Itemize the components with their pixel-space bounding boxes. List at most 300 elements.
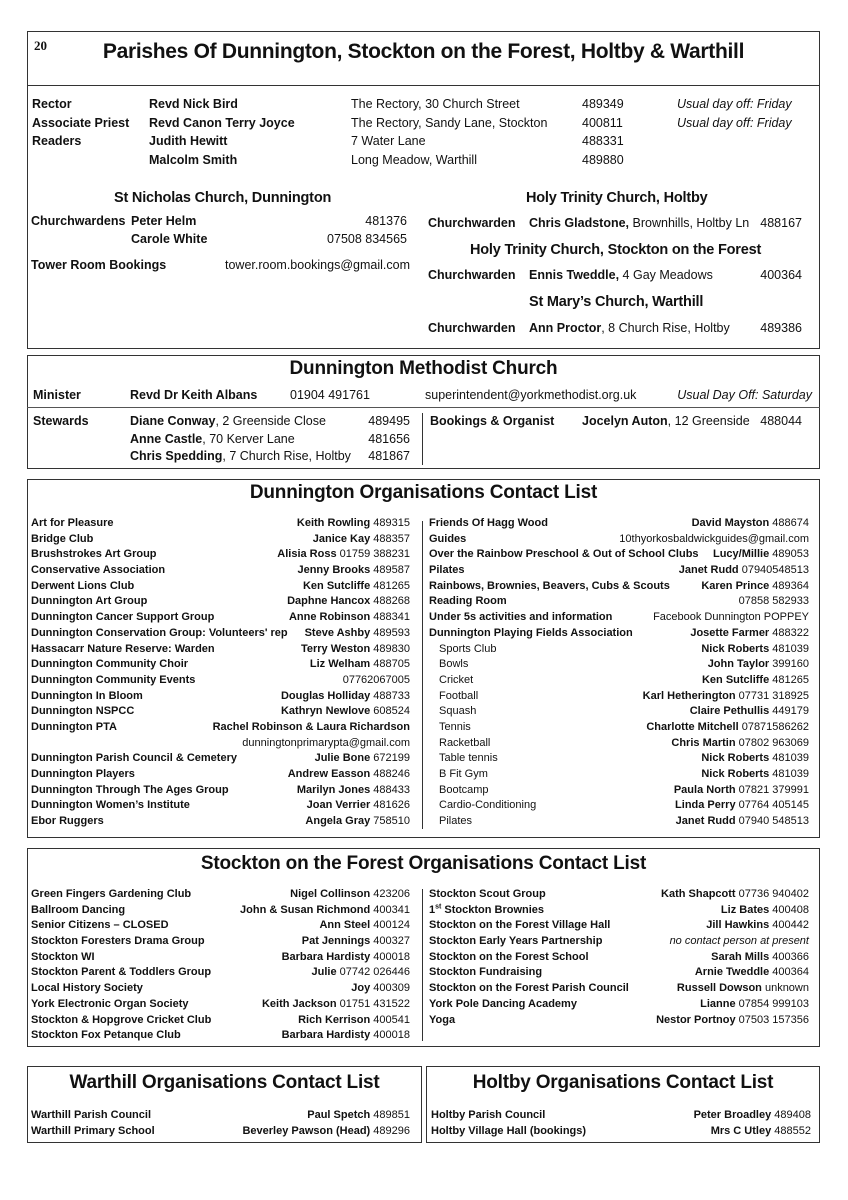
contact-phone: 489851: [373, 1109, 410, 1121]
org-name: Stockton WI: [31, 950, 95, 963]
contact-name: Lucy/Millie: [712, 548, 770, 561]
contact: [240, 903, 410, 919]
contact-name: Jill Hawkins: [706, 919, 770, 932]
warden-name: Peter Helm: [131, 214, 197, 228]
list-item: [429, 918, 809, 934]
divider: [422, 413, 423, 465]
contact-phone[interactable]: dunningtonprimarypta@gmail.com: [242, 736, 410, 749]
contact-phone: 07762067005: [342, 673, 410, 686]
contact-name: Jenny Brooks: [297, 564, 371, 577]
steward-phone: 489495: [368, 414, 410, 428]
contact-name: Steve Ashby: [304, 626, 371, 639]
contact-phone: 423206: [373, 888, 410, 900]
list-item: [429, 798, 809, 814]
clergy-role: Rector: [32, 97, 72, 111]
list-item: [429, 1013, 809, 1029]
warden-phone: 481376: [365, 214, 407, 228]
contact-phone: 481265: [373, 579, 410, 592]
list-item: [31, 689, 410, 705]
steward-address: , 70 Kerver Lane: [202, 431, 295, 446]
contact: [711, 950, 809, 966]
org-name: Dunnington Community Choir: [31, 658, 189, 671]
contact-note: no contact person at present: [669, 935, 809, 948]
contact-phone: 489296: [373, 1124, 410, 1137]
org-name: Dunnington Parish Council & Cemetery: [31, 752, 237, 765]
steward-contact: [130, 432, 295, 446]
clergy-role: Associate Priest: [32, 115, 130, 130]
contact-name: Beverley Pawson (Head): [242, 1124, 371, 1137]
contact-phone: 01759 388231: [339, 548, 410, 561]
org-name: Stockton on the Forest Village Hall: [429, 919, 611, 932]
holtby-orgs-list: [431, 1108, 811, 1139]
org-name: Dunnington NSPCC: [31, 705, 135, 718]
steward-name: Chris Spedding: [130, 449, 223, 463]
contact-phone: 399160: [772, 658, 809, 671]
divider: [27, 407, 820, 408]
contact: [307, 798, 410, 814]
contact-phone: 400541: [373, 1013, 410, 1026]
contact: [713, 547, 809, 563]
list-item: [431, 1124, 811, 1140]
steward-contact: [130, 414, 326, 428]
contact: [312, 965, 411, 981]
org-name: Tennis: [439, 720, 471, 733]
org-name: Dunnington Cancer Support Group: [31, 611, 215, 624]
org-name: Guides: [429, 532, 467, 545]
contact: [343, 673, 410, 689]
contact-phone: 07731 318925: [738, 689, 809, 702]
list-item: [31, 1028, 410, 1044]
contact-name: Ann Steel: [319, 919, 371, 932]
contact: [671, 736, 809, 752]
contact-phone: 758510: [373, 815, 410, 828]
org-name: Dunnington Community Events: [31, 673, 196, 686]
contact-name: Anne Robinson: [288, 611, 371, 624]
contact-phone: 488552: [774, 1124, 811, 1137]
org-name: Pilates: [429, 564, 465, 577]
list-item: [429, 903, 809, 919]
bookings-phone: 488044: [760, 414, 802, 428]
contact-name: Barbara Hardisty: [281, 1029, 371, 1042]
list-item: [429, 594, 809, 610]
contact-name: David Mayston: [691, 517, 770, 529]
list-item: [31, 657, 410, 673]
contact-name: Kath Shapcott: [661, 888, 736, 900]
org-name: Under 5s activities and information: [429, 611, 613, 624]
stockton-church-warden: [529, 268, 713, 282]
contact-name: Keith Rowling: [296, 517, 371, 529]
org-prefix: 1: [429, 903, 436, 916]
contact-phone: 488268: [373, 595, 410, 608]
org-name: York Electronic Organ Society: [31, 997, 189, 1010]
org-suffix: st: [435, 903, 442, 911]
org-name: Art for Pleasure: [31, 517, 114, 529]
contact: [739, 594, 809, 610]
list-item: [31, 798, 410, 814]
contact-name: Paul Spetch: [307, 1109, 371, 1121]
contact: [319, 918, 410, 934]
holtby-church-heading: Holy Trinity Church, Holtby: [526, 190, 708, 206]
dunnington-orgs-heading: Dunnington Organisations Contact List: [249, 482, 598, 503]
contact: [701, 751, 809, 767]
clergy-note: Usual day off: Friday: [677, 97, 792, 111]
list-item: [429, 783, 809, 799]
contact-name: John & Susan Richmond: [240, 903, 371, 916]
contact-name: Keith Jackson: [261, 997, 337, 1010]
list-item: [429, 814, 809, 830]
contact-phone: 489053: [772, 548, 809, 561]
contact-name: Karl Hetherington: [642, 689, 736, 702]
list-item: [31, 918, 410, 934]
list-item: [429, 751, 809, 767]
contact-phone: 489587: [373, 564, 410, 577]
contact: [674, 783, 809, 799]
contact-name: Ken Sutcliffe: [302, 579, 371, 592]
contact-phone: 07821 379991: [738, 783, 809, 796]
contact: [670, 934, 809, 950]
org-name: Stockton Fundraising: [429, 966, 543, 979]
contact: [307, 1108, 410, 1124]
clergy-name: Revd Canon Terry Joyce: [149, 115, 295, 130]
clergy-name: Judith Hewitt: [149, 134, 228, 149]
clergy-phone: 400811: [582, 115, 623, 130]
clergy-note: Usual day off: Friday: [677, 115, 792, 130]
contact-name: Nick Roberts: [701, 768, 770, 780]
org-name: [429, 903, 544, 919]
contact: [690, 704, 809, 720]
stockton-orgs-left: [31, 887, 410, 1044]
contact: [262, 997, 410, 1013]
contact-name: Kathryn Newlove: [280, 705, 371, 718]
contact: [301, 642, 410, 658]
contact: [303, 579, 410, 595]
org-name: Ebor Ruggers: [31, 815, 104, 828]
column-divider: [422, 889, 423, 1041]
org-name: Bridge Club: [31, 532, 94, 545]
contact-name: Charlotte Mitchell: [646, 720, 739, 733]
contact-name: Nestor Portnoy: [656, 1013, 736, 1026]
contact: [695, 965, 809, 981]
clergy-address: Long Meadow, Warthill: [351, 152, 477, 167]
org-name: Warthill Primary School: [31, 1124, 155, 1137]
contact-phone: 07940 548513: [738, 815, 809, 828]
contact-phone: 481626: [373, 799, 410, 812]
dunnington-orgs-left: [31, 516, 410, 830]
contact-name: Paula North: [673, 783, 736, 796]
clergy-name: Revd Nick Bird: [149, 97, 238, 111]
contact: [646, 720, 809, 736]
contact-phone: 400018: [373, 1029, 410, 1042]
org-name: Bowls: [439, 658, 469, 671]
contact-name: Barbara Hardisty: [281, 950, 371, 963]
stockton-church-role: Churchwarden: [428, 268, 516, 282]
minister-phone: 01904 491761: [290, 388, 370, 402]
list-item: [31, 1013, 410, 1029]
contact: [619, 532, 809, 548]
org-name: York Pole Dancing Academy: [429, 997, 577, 1010]
contact: [288, 767, 410, 783]
contact-phone: 481039: [772, 768, 809, 780]
contact-name: Janice Kay: [312, 532, 371, 545]
org-name: Stockton & Hopgrove Cricket Club: [31, 1013, 212, 1026]
contact-name: Sarah Mills: [711, 950, 770, 963]
contact-name: Rich Kerrison: [298, 1013, 371, 1026]
contact-phone: 07736 940402: [738, 888, 809, 900]
contact-name: Chris Martin: [671, 736, 736, 749]
contact: [690, 626, 809, 642]
list-item: [429, 673, 809, 689]
warthill-orgs-list: [31, 1108, 410, 1139]
contact-phone[interactable]: 10thyorkosbaldwickguides@gmail.com: [619, 532, 809, 545]
contact: [305, 814, 410, 830]
list-item: [429, 689, 809, 705]
list-item: [429, 657, 809, 673]
clergy-address: 7 Water Lane: [351, 134, 426, 149]
contact: [706, 918, 809, 934]
contact-name: Julie: [311, 966, 337, 979]
contact-name: Joy: [351, 982, 371, 995]
org-name: Stockton on the Forest Parish Council: [429, 982, 629, 995]
stewards-label: Stewards: [33, 414, 89, 428]
contact-name: Liz Bates: [720, 903, 770, 916]
tower-bookings-email[interactable]: tower.room.bookings@gmail.com: [225, 258, 410, 272]
org-name: Reading Room: [429, 595, 507, 608]
contact-phone: 07742 026446: [339, 966, 410, 979]
list-item: [429, 887, 809, 903]
clergy-address: The Rectory, 30 Church Street: [351, 97, 520, 111]
contact-phone: 481265: [772, 673, 809, 686]
list-item: [429, 626, 809, 642]
warthill-orgs-heading: Warthill Organisations Contact List: [69, 1072, 380, 1093]
warden-address: 4 Gay Meadows: [622, 268, 713, 282]
org-name: Stockton Parent & Toddlers Group: [31, 966, 212, 979]
warthill-church-role: Churchwarden: [428, 321, 516, 335]
list-item: [429, 516, 809, 532]
holtby-orgs-heading: Holtby Organisations Contact List: [472, 1072, 774, 1093]
list-item: [429, 736, 809, 752]
list-item: [31, 1108, 410, 1124]
contact: [701, 642, 809, 658]
contact-phone: 400327: [373, 935, 410, 948]
holtby-church-warden: [529, 216, 749, 230]
list-item: [429, 720, 809, 736]
contact-phone: 07858 582933: [738, 595, 809, 608]
org-name: Bootcamp: [439, 783, 489, 796]
contact: [242, 1124, 410, 1140]
warden-address: Brownhills, Holtby Ln: [632, 216, 750, 230]
list-item: [31, 903, 410, 919]
org-name: Dunnington Conservation Group: Volunteers' rep: [31, 626, 288, 639]
contact: [297, 516, 410, 532]
warden-phone: 07508 834565: [327, 232, 407, 246]
org-name: Hassacarr Nature Reserve: Warden: [31, 642, 215, 655]
contact-name: Janet Rudd: [675, 815, 736, 828]
minister-name: Revd Dr Keith Albans: [130, 388, 258, 402]
contact-name: Claire Pethullis: [689, 705, 770, 718]
contact-name: Josette Farmer: [690, 626, 770, 639]
contact: [351, 981, 410, 997]
st-nicholas-role: Churchwardens: [31, 214, 126, 228]
list-item: [31, 626, 410, 642]
contact-phone: 400309: [373, 982, 410, 995]
list-item: [31, 997, 410, 1013]
org-name: Table tennis: [439, 752, 498, 765]
list-item: [431, 1108, 811, 1124]
contact-phone: 488674: [772, 517, 809, 529]
contact-phone: 400341: [373, 903, 410, 916]
org-name: Stockton Fox Petanque Club: [31, 1029, 181, 1042]
list-item: [31, 610, 410, 626]
org-name: Holtby Village Hall (bookings): [431, 1124, 587, 1137]
steward-name: Diane Conway: [130, 414, 216, 428]
contact-phone: 07764 405145: [738, 799, 809, 812]
contact-name: Angela Gray: [305, 815, 371, 828]
list-item: [429, 934, 809, 950]
contact-name: Peter Broadley: [693, 1109, 772, 1121]
contact: [290, 887, 410, 903]
contact-name: Nigel Collinson: [290, 888, 371, 900]
list-item: [31, 887, 410, 903]
contact-phone: 488733: [373, 689, 410, 702]
clergy-role: Readers: [32, 134, 82, 149]
contact: [282, 950, 410, 966]
list-item: [31, 736, 410, 752]
contact-phone: 400364: [772, 966, 809, 979]
contact: [708, 657, 809, 673]
contact-phone: 488246: [373, 768, 410, 780]
st-nicholas-heading: St Nicholas Church, Dunnington: [114, 190, 332, 206]
bookings-name: Jocelyn Auton: [582, 414, 668, 428]
holtby-church-phone: 488167: [760, 216, 802, 230]
contact: [692, 516, 809, 532]
contact: [653, 610, 809, 626]
org-name: Brushstrokes Art Group: [31, 548, 157, 561]
contact-phone: 01751 431522: [339, 997, 410, 1010]
contact: [656, 1013, 809, 1029]
org-name: Derwent Lions Club: [31, 579, 135, 592]
org-name: Friends Of Hagg Wood: [429, 517, 548, 529]
contact-phone: 400408: [772, 903, 809, 916]
contact: [677, 981, 809, 997]
list-item: [31, 950, 410, 966]
list-item: [429, 997, 809, 1013]
steward-phone: 481656: [368, 431, 410, 446]
contact-phone: 400124: [373, 919, 410, 932]
contact-name: Andrew Easson: [287, 768, 371, 780]
list-item: [31, 751, 410, 767]
stockton-church-phone: 400364: [760, 268, 802, 282]
contact-phone: 608524: [373, 705, 410, 718]
contact-phone: 488341: [373, 611, 410, 624]
dunnington-orgs-right: [429, 516, 809, 830]
org-name: Dunnington Players: [31, 768, 135, 780]
contact-name: Douglas Holliday: [280, 689, 371, 702]
contact: [679, 563, 809, 579]
org-name: Stockton Scout Group: [429, 888, 546, 900]
methodist-heading: Dunnington Methodist Church: [289, 358, 558, 379]
contact-phone: 07854 999103: [738, 997, 809, 1010]
warden-name: Ann Proctor: [529, 321, 602, 335]
contact: [315, 751, 410, 767]
page-title: Parishes Of Dunnington, Stockton on the Forest, Holtby & Warthill: [102, 40, 745, 63]
contact-phone: 488357: [373, 532, 410, 545]
list-item: [31, 934, 410, 950]
contact: [289, 610, 410, 626]
warthill-church-phone: 489386: [760, 321, 802, 335]
list-item: [31, 704, 410, 720]
contact: [721, 903, 809, 919]
contact-phone: Facebook Dunnington POPPEY: [653, 611, 809, 624]
warden-address: , 8 Church Rise, Holtby: [601, 321, 730, 335]
contact: [282, 1028, 410, 1044]
contact: [242, 736, 410, 752]
list-item: [429, 981, 809, 997]
bookings-contact: [582, 414, 750, 428]
warthill-church-heading: St Mary’s Church, Warthill: [529, 294, 704, 310]
contact-name: Karen Prince: [701, 579, 770, 592]
warden-name: Carole White: [131, 232, 208, 246]
contact-name: Joan Verrier: [306, 799, 371, 812]
list-item: [31, 981, 410, 997]
contact: [302, 934, 410, 950]
list-item: [429, 532, 809, 548]
contact-phone: 481039: [772, 752, 809, 765]
org-name: Holtby Parish Council: [431, 1109, 546, 1121]
list-item: [31, 547, 410, 563]
contact: [281, 689, 410, 705]
org-name: Dunnington Through The Ages Group: [31, 783, 229, 796]
org-name: Pilates: [439, 815, 473, 828]
contact-name: Pat Jennings: [301, 935, 371, 948]
minister-email[interactable]: superintendent@yorkmethodist.org.uk: [425, 388, 637, 402]
contact-name: Terry Weston: [300, 642, 371, 655]
contact: [711, 1124, 811, 1140]
contact: [643, 689, 809, 705]
contact-phone: 481039: [772, 642, 809, 655]
steward-name: Anne Castle: [130, 431, 203, 446]
contact-name: Russell Dowson: [676, 982, 762, 995]
org-name: Stockton on the Forest School: [429, 950, 589, 963]
org-name: Stockton Foresters Drama Group: [31, 935, 205, 948]
org-name: Local History Society: [31, 982, 143, 995]
org-name: Warthill Parish Council: [31, 1109, 151, 1121]
column-divider: [422, 521, 423, 829]
contact-name: Ken Sutcliffe: [701, 673, 770, 686]
org-name: Dunnington PTA: [31, 720, 117, 733]
list-item: [31, 516, 410, 532]
contact: [676, 814, 809, 830]
contact: [213, 720, 410, 736]
contact: [313, 532, 410, 548]
contact-name: Liz Welham: [309, 658, 371, 671]
steward-address: , 2 Greenside Close: [215, 414, 326, 428]
org-name: Yoga: [429, 1013, 456, 1026]
contact-phone: 449179: [772, 705, 809, 718]
contact: [701, 767, 809, 783]
page-number: 20: [34, 38, 47, 53]
contact-phone: 489315: [373, 517, 410, 529]
org-name: Conservative Association: [31, 564, 166, 577]
list-item: [429, 563, 809, 579]
org-name: Stockton Early Years Partnership: [429, 935, 603, 948]
contact-name: Linda Perry: [675, 799, 736, 812]
list-item: [31, 783, 410, 799]
contact-name: Nick Roberts: [701, 642, 770, 655]
list-item: [31, 594, 410, 610]
org-name: Rainbows, Brownies, Beavers, Cubs & Scouts: [429, 579, 670, 592]
bookings-label: Bookings & Organist: [430, 414, 555, 428]
list-item: [429, 610, 809, 626]
